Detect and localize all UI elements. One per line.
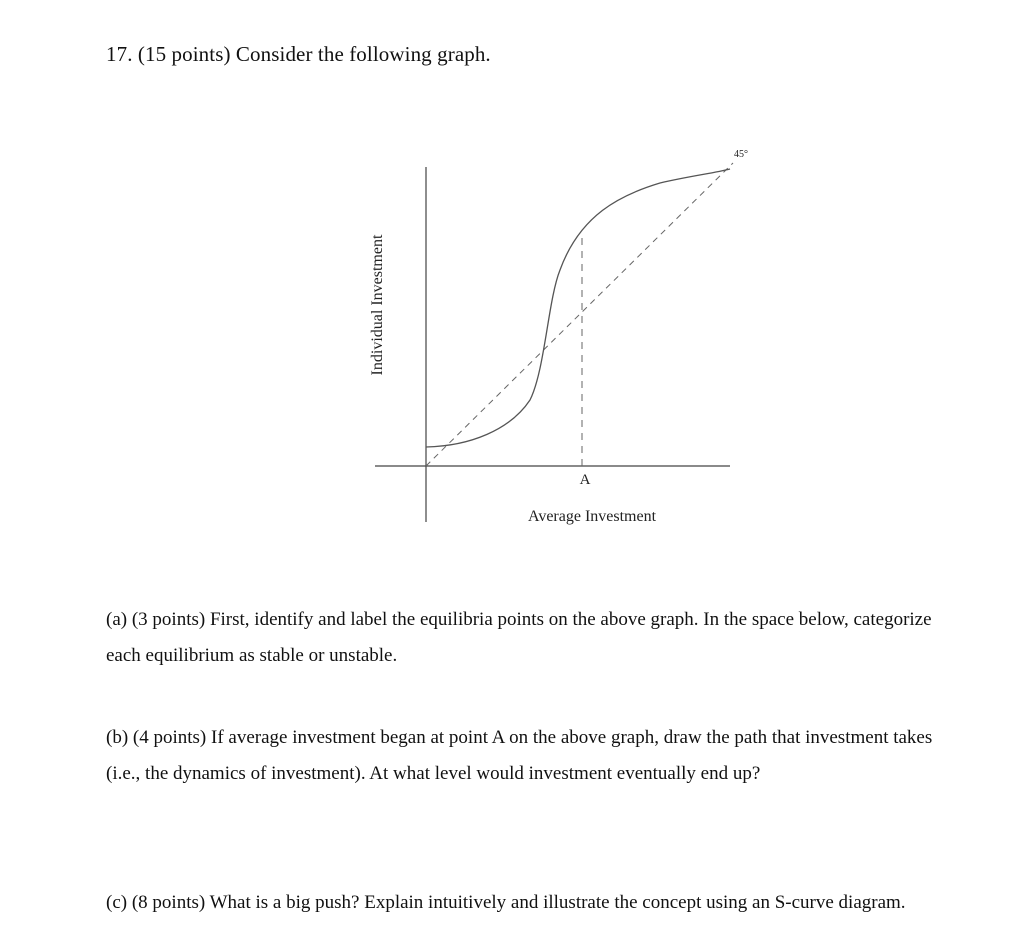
- part-c-text: (c) (8 points) What is a big push? Explain intuitively and illustrate the concept using an S-curve diagram.: [106, 892, 906, 913]
- part-a-text: (a) (3 points) First, identify and label the equilibria points on the above graph. In the space below, categorize each equilibrium as stable or unstable.: [106, 609, 932, 666]
- diagonal-45-line: [426, 163, 733, 466]
- part-b-text: (b) (4 points) If average investment began at point A on the above graph, draw the path that investment takes (i.e., the dynamics of investment). At what level would investment eventually end up?: [106, 727, 933, 784]
- question-title: 17. (15 points) Consider the following graph.: [106, 42, 491, 66]
- x-axis-label: Average Investment: [527, 508, 657, 525]
- y-axis-label: Individual Investment: [369, 234, 386, 376]
- point-a-label: A: [579, 472, 591, 488]
- diagonal-45-label: 45°: [734, 149, 748, 160]
